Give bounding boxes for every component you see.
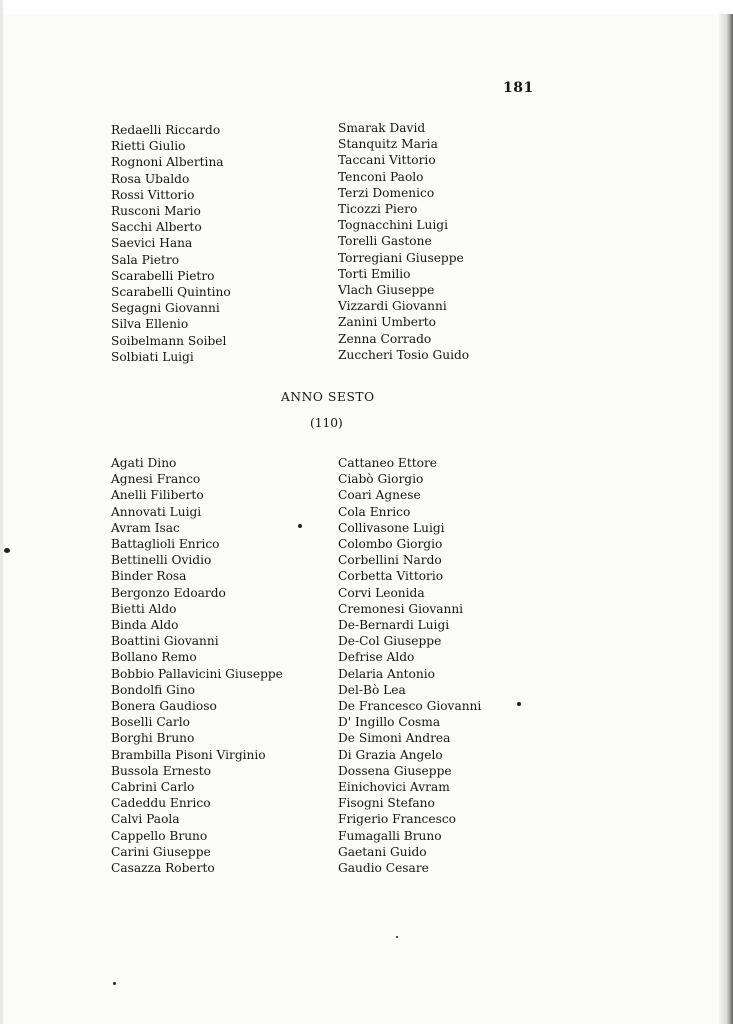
list-item: Ticozzi Piero — [338, 202, 418, 217]
list-item: De-Bernardi Luigi — [338, 618, 450, 633]
list-item: Vizzardi Giovanni — [338, 299, 447, 314]
list-item: Delaria Antonio — [338, 666, 435, 681]
list-item: Gaudio Cesare — [338, 861, 429, 876]
list-item: Carini Giuseppe — [111, 844, 211, 859]
list-item: Agnesi Franco — [111, 472, 201, 487]
list-item: Ciabò Giorgio — [338, 472, 424, 487]
list-item: Stanquitz Maria — [338, 137, 438, 152]
list-item: Redaelli Riccardo — [111, 123, 221, 137]
list-item: Defrise Aldo — [338, 650, 415, 665]
list-item: Agati Dino — [111, 456, 177, 470]
name-list-left-2 — [111, 455, 283, 876]
scan-speck — [517, 702, 521, 706]
list-item: Corbellini Nardo — [338, 553, 442, 568]
list-item: Bergonzo Edoardo — [111, 585, 226, 600]
list-item: Cola Enrico — [338, 504, 411, 519]
list-item: Zuccheri Tosio Guido — [338, 347, 470, 362]
list-item: Smarak David — [338, 121, 426, 135]
page-number: 181 — [503, 80, 534, 96]
list-item: Solbiati Luigi — [111, 349, 194, 364]
list-item: Collivasone Luigi — [338, 520, 445, 535]
scan-speck — [113, 982, 116, 985]
list-item: Dossena Giuseppe — [338, 763, 452, 778]
list-item: Binda Aldo — [111, 618, 179, 633]
list-item: Taccani Vittorio — [338, 153, 436, 168]
list-item: Coari Agnese — [338, 488, 421, 503]
list-item: Rossi Vittorio — [111, 187, 195, 202]
list-item: Rusconi Mario — [111, 204, 201, 219]
list-item: Tognacchini Luigi — [338, 218, 448, 233]
list-item: Casazza Roberto — [111, 861, 215, 876]
page-top-margin — [0, 0, 733, 14]
name-list-left-1 — [111, 122, 231, 365]
list-item: Calvi Paola — [111, 812, 180, 827]
list-item: Soibelmann Soibel — [111, 333, 227, 348]
name-list-right-1 — [338, 120, 469, 363]
list-item: Silva Ellenio — [111, 317, 189, 332]
list-item: Annovati Luigi — [111, 504, 202, 519]
list-item: Brambilla Pisoni Virginio — [111, 747, 266, 762]
page-left-edge — [0, 0, 3, 1024]
list-item: Bollano Remo — [111, 650, 197, 665]
list-item: Bobbio Pallavicini Giuseppe — [111, 666, 283, 681]
list-item: Segagni Giovanni — [111, 301, 220, 316]
page-binding-edge — [719, 14, 733, 1024]
list-item: Zenna Corrado — [338, 331, 432, 346]
list-item: Bietti Aldo — [111, 601, 177, 616]
list-item: Corvi Leonida — [338, 585, 425, 600]
scan-speck — [298, 524, 302, 528]
list-item: Scarabelli Quintino — [111, 285, 231, 300]
list-item: Gaetani Guido — [338, 844, 427, 859]
list-item: De-Col Giuseppe — [338, 634, 442, 649]
list-item: Fisogni Stefano — [338, 796, 435, 811]
list-item: Torregiani Giuseppe — [338, 250, 464, 265]
list-item: Rognoni Albertina — [111, 155, 224, 170]
list-item: Terzi Domenico — [338, 185, 435, 200]
list-item: Sacchi Alberto — [111, 220, 202, 235]
list-item: Corbetta Vittorio — [338, 569, 444, 584]
name-list-right-2 — [338, 455, 481, 876]
list-item: Cattaneo Ettore — [338, 456, 437, 470]
list-item: Torti Emilio — [338, 266, 411, 281]
section-count: (110) — [310, 416, 343, 430]
list-item: Frigerio Francesco — [338, 812, 456, 827]
list-item: Battaglioli Enrico — [111, 537, 220, 552]
list-item: Del-Bò Lea — [338, 682, 406, 697]
list-item: Colombo Giorgio — [338, 537, 443, 552]
list-item: Torelli Gastone — [338, 234, 432, 249]
list-item: Rietti Giulio — [111, 139, 186, 154]
list-item: Rosa Ubaldo — [111, 171, 190, 186]
list-item: Fumagalli Bruno — [338, 828, 442, 843]
list-item: De Francesco Giovanni — [338, 699, 482, 714]
list-item: Boselli Carlo — [111, 715, 190, 730]
list-item: Bondolfi Gino — [111, 682, 196, 697]
list-item: Einichovici Avram — [338, 780, 450, 795]
list-item: Cadeddu Enrico — [111, 796, 211, 811]
list-item: Scarabelli Pietro — [111, 268, 215, 283]
list-item: Boattini Giovanni — [111, 634, 219, 649]
list-item: Cappello Bruno — [111, 828, 208, 843]
section-heading: ANNO SESTO — [281, 390, 375, 404]
list-item: Bettinelli Ovidio — [111, 553, 212, 568]
list-item: Saevici Hana — [111, 236, 193, 251]
list-item: D' Ingillo Cosma — [338, 715, 441, 730]
list-item: Sala Pietro — [111, 252, 180, 267]
list-item: Cabrini Carlo — [111, 780, 195, 795]
scan-speck — [4, 548, 10, 553]
list-item: Bonera Gaudioso — [111, 699, 217, 714]
scan-speck — [396, 936, 398, 938]
list-item: Binder Rosa — [111, 569, 187, 584]
list-item: Di Grazia Angelo — [338, 747, 443, 762]
list-item: Borghi Bruno — [111, 731, 195, 746]
list-item: Vlach Giuseppe — [338, 283, 435, 298]
list-item: Bussola Ernesto — [111, 763, 211, 778]
list-item: Avram Isac — [111, 520, 180, 535]
list-item: De Simoni Andrea — [338, 731, 451, 746]
list-item: Anelli Filiberto — [111, 488, 204, 503]
list-item: Cremonesi Giovanni — [338, 601, 464, 616]
list-item: Tenconi Paolo — [338, 169, 424, 184]
list-item: Zanini Umberto — [338, 315, 437, 330]
